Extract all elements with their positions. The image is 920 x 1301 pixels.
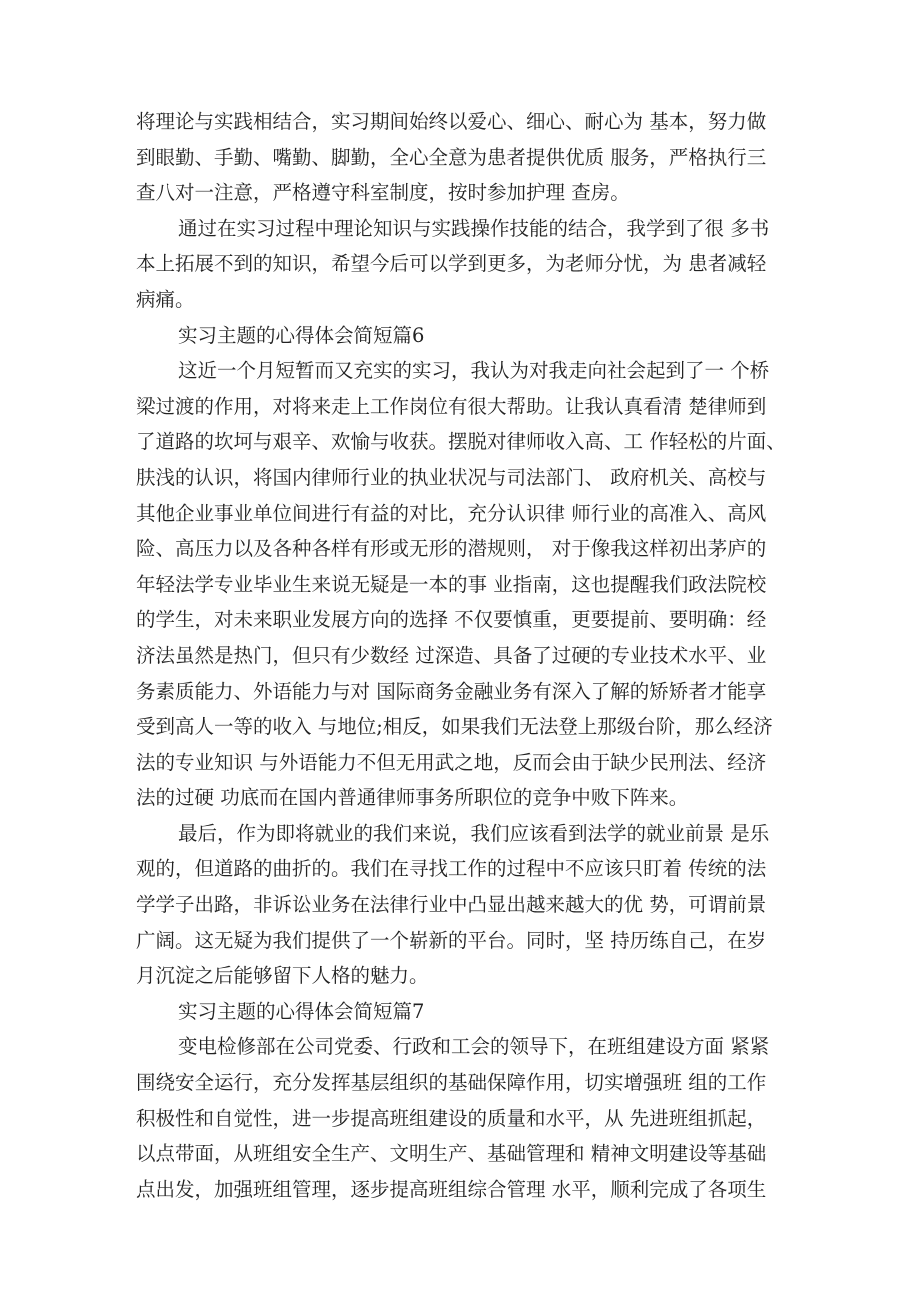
text-line: 险、高压力以及各种各样有形或无形的潜规则， 对于像我这样初出茅庐的 xyxy=(136,537,767,561)
text-line: 积极性和自觉性，进一步提高班组建设的质量和水平，从 先进班组抓起， xyxy=(136,1106,767,1130)
text-line: 年轻法学专业毕业生来说无疑是一本的事 业指南，这也提醒我们政法院校 xyxy=(136,572,767,596)
text-line: 法的专业知识 与外语能力不但无用武之地，反而会由于缺少民刑法、经济 xyxy=(136,750,767,774)
text-line: 到眼勤、手勤、嘴勤、脚勤，全心全意为患者提供优质 服务，严格执行三 xyxy=(136,145,767,169)
text-line: 点出发，加强班组管理，逐步提高班组综合管理 水平，顺利完成了各项生 xyxy=(136,1177,767,1201)
text-line: 受到高人一等的收入 与地位;相反，如果我们无法登上那级台阶，那么经济 xyxy=(136,715,773,739)
text-line: 其他企业事业单位间进行有益的对比，充分认识律 师行业的高准入、高风 xyxy=(136,501,767,525)
text-line: 围绕安全运行，充分发挥基层组织的基础保障作用，切实增强班 组的工作 xyxy=(136,1071,767,1095)
text-line: 的学生，对未来职业发展方向的选择 不仅要慎重，更要提前、要明确：经 xyxy=(136,608,767,632)
text-line: 最后，作为即将就业的我们来说，我们应该看到法学的就业前景 是乐 xyxy=(178,821,770,845)
text-line: 广阔。这无疑为我们提供了一个崭新的平台。同时，坚 持历练自己，在岁 xyxy=(136,928,767,952)
text-line: 以点带面，从班组安全生产、文明生产、基础管理和 精神文明建设等基础 xyxy=(136,1142,767,1166)
text-line: 法的过硬 功底而在国内普通律师事务所职位的竞争中败下阵来。 xyxy=(136,786,689,810)
text-line: 将理论与实践相结合，实习期间始终以爱心、细心、耐心为 基本，努力做 xyxy=(136,110,767,133)
text-line: 实习主题的心得体会简短篇7 xyxy=(178,999,425,1023)
text-line: 肤浅的认识，将国内律师行业的执业状况与司法部门、 政府机关、高校与 xyxy=(136,465,767,489)
text-line: 查八对一注意，严格遵守科室制度，按时参加护理 查房。 xyxy=(136,181,630,205)
text-line: 病痛。 xyxy=(136,287,195,311)
text-line: 这近一个月短暂而又充实的实习，我认为对我走向社会起到了一 个桥 xyxy=(178,359,770,383)
text-line: 梁过渡的作用，对将来走上工作岗位有很大帮助。让我认真看清 楚律师到 xyxy=(136,394,767,418)
text-line: 通过在实习过程中理论知识与实践操作技能的结合，我学到了很 多书 xyxy=(178,216,770,240)
text-line: 务素质能力、外语能力与对 国际商务金融业务有深入了解的矫矫者才能享 xyxy=(136,679,767,703)
text-line: 月沉淀之后能够留下人格的魅力。 xyxy=(136,964,429,988)
text-line: 变电检修部在公司党委、行政和工会的领导下，在班组建设方面 紧紧 xyxy=(178,1035,770,1059)
text-line: 学学子出路，非诉讼业务在法律行业中凸显出越来越大的优 势，可谓前景 xyxy=(136,893,767,917)
text-line: 实习主题的心得体会简短篇6 xyxy=(178,323,425,347)
text-line: 了道路的坎坷与艰辛、欢愉与收获。摆脱对律师收入高、工 作轻松的片面、 xyxy=(136,430,786,454)
text-line: 观的，但道路的曲折的。我们在寻找工作的过程中不应该只盯着 传统的法 xyxy=(136,857,767,881)
text-line: 济法虽然是热门，但只有少数经 过深造、具备了过硬的专业技术水平、业 xyxy=(136,643,767,667)
text-line: 本上拓展不到的知识，希望今后可以学到更多，为老师分忧，为 患者减轻 xyxy=(136,252,767,276)
document-body xyxy=(136,104,800,1207)
